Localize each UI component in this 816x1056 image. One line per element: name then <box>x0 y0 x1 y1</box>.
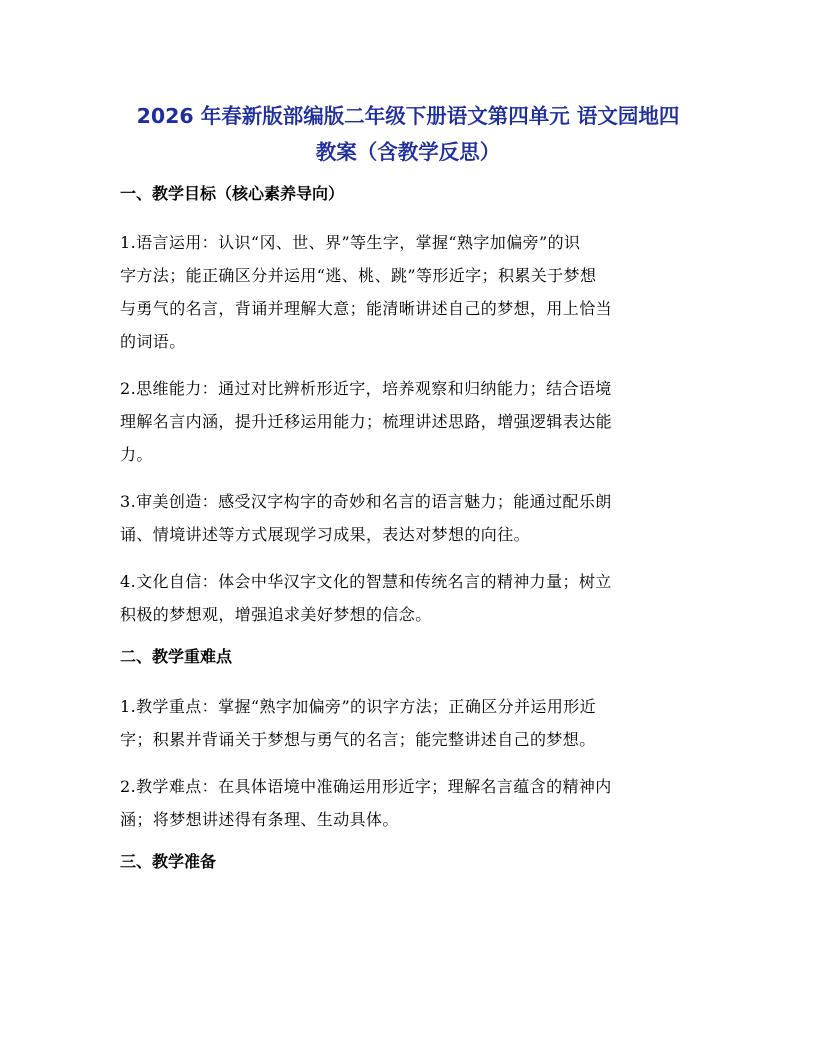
paragraph-line: 2.思维能力：通过对比辨析形近字，培养观察和归纳能力；结合语境 <box>120 379 612 398</box>
paragraph-teaching-difficulty <box>120 770 696 836</box>
paragraph-line: 力。 <box>120 445 153 464</box>
title-line-2: 教案（含教学反思） <box>315 140 501 164</box>
paragraph-aesthetic-creation <box>120 485 696 551</box>
document-title <box>120 98 696 170</box>
paragraph-line: 与勇气的名言，背诵并理解大意；能清晰讲述自己的梦想，用上恰当 <box>120 299 613 318</box>
paragraph-line: 字；积累并背诵关于梦想与勇气的名言；能完整讲述自己的梦想。 <box>120 730 596 749</box>
paragraph-line: 4.文化自信：体会中华汉字文化的智慧和传统名言的精神力量；树立 <box>120 572 612 591</box>
paragraph-line: 积极的梦想观，增强追求美好梦想的信念。 <box>120 605 432 624</box>
paragraph-line: 字方法；能正确区分并运用“逃、桃、跳”等形近字；积累关于梦想 <box>120 266 597 285</box>
paragraph-thinking-ability <box>120 372 696 471</box>
section-heading-key-points: 二、教学重难点 <box>120 647 233 666</box>
paragraph-language-use <box>120 226 696 358</box>
paragraph-line: 诵、情境讲述等方式展现学习成果，表达对梦想的向往。 <box>120 525 531 544</box>
paragraph-line: 1.语言运用：认识“冈、世、界”等生字，掌握“熟字加偏旁”的识 <box>120 233 581 252</box>
paragraph-line: 涵；将梦想讲述得有条理、生动具体。 <box>120 810 399 829</box>
paragraph-teaching-focus <box>120 690 696 756</box>
paragraph-line: 理解名言内涵，提升迁移运用能力；梳理讲述思路，增强逻辑表达能 <box>120 412 613 431</box>
paragraph-line: 3.审美创造：感受汉字构字的奇妙和名言的语言魅力；能通过配乐朗 <box>120 492 612 511</box>
section-heading-objectives: 一、教学目标（核心素养导向） <box>120 184 345 203</box>
paragraph-line: 的词语。 <box>120 332 186 351</box>
paragraph-line: 2.教学难点：在具体语境中准确运用形近字；理解名言蕴含的精神内 <box>120 777 612 796</box>
section-heading-preparation: 三、教学准备 <box>120 852 217 871</box>
paragraph-line: 1.教学重点：掌握“熟字加偏旁”的识字方法；正确区分并运用形近 <box>120 697 597 716</box>
title-line-1: 2026 年春新版部编版二年级下册语文第四单元 语文园地四 <box>136 104 680 128</box>
paragraph-cultural-confidence <box>120 565 696 631</box>
